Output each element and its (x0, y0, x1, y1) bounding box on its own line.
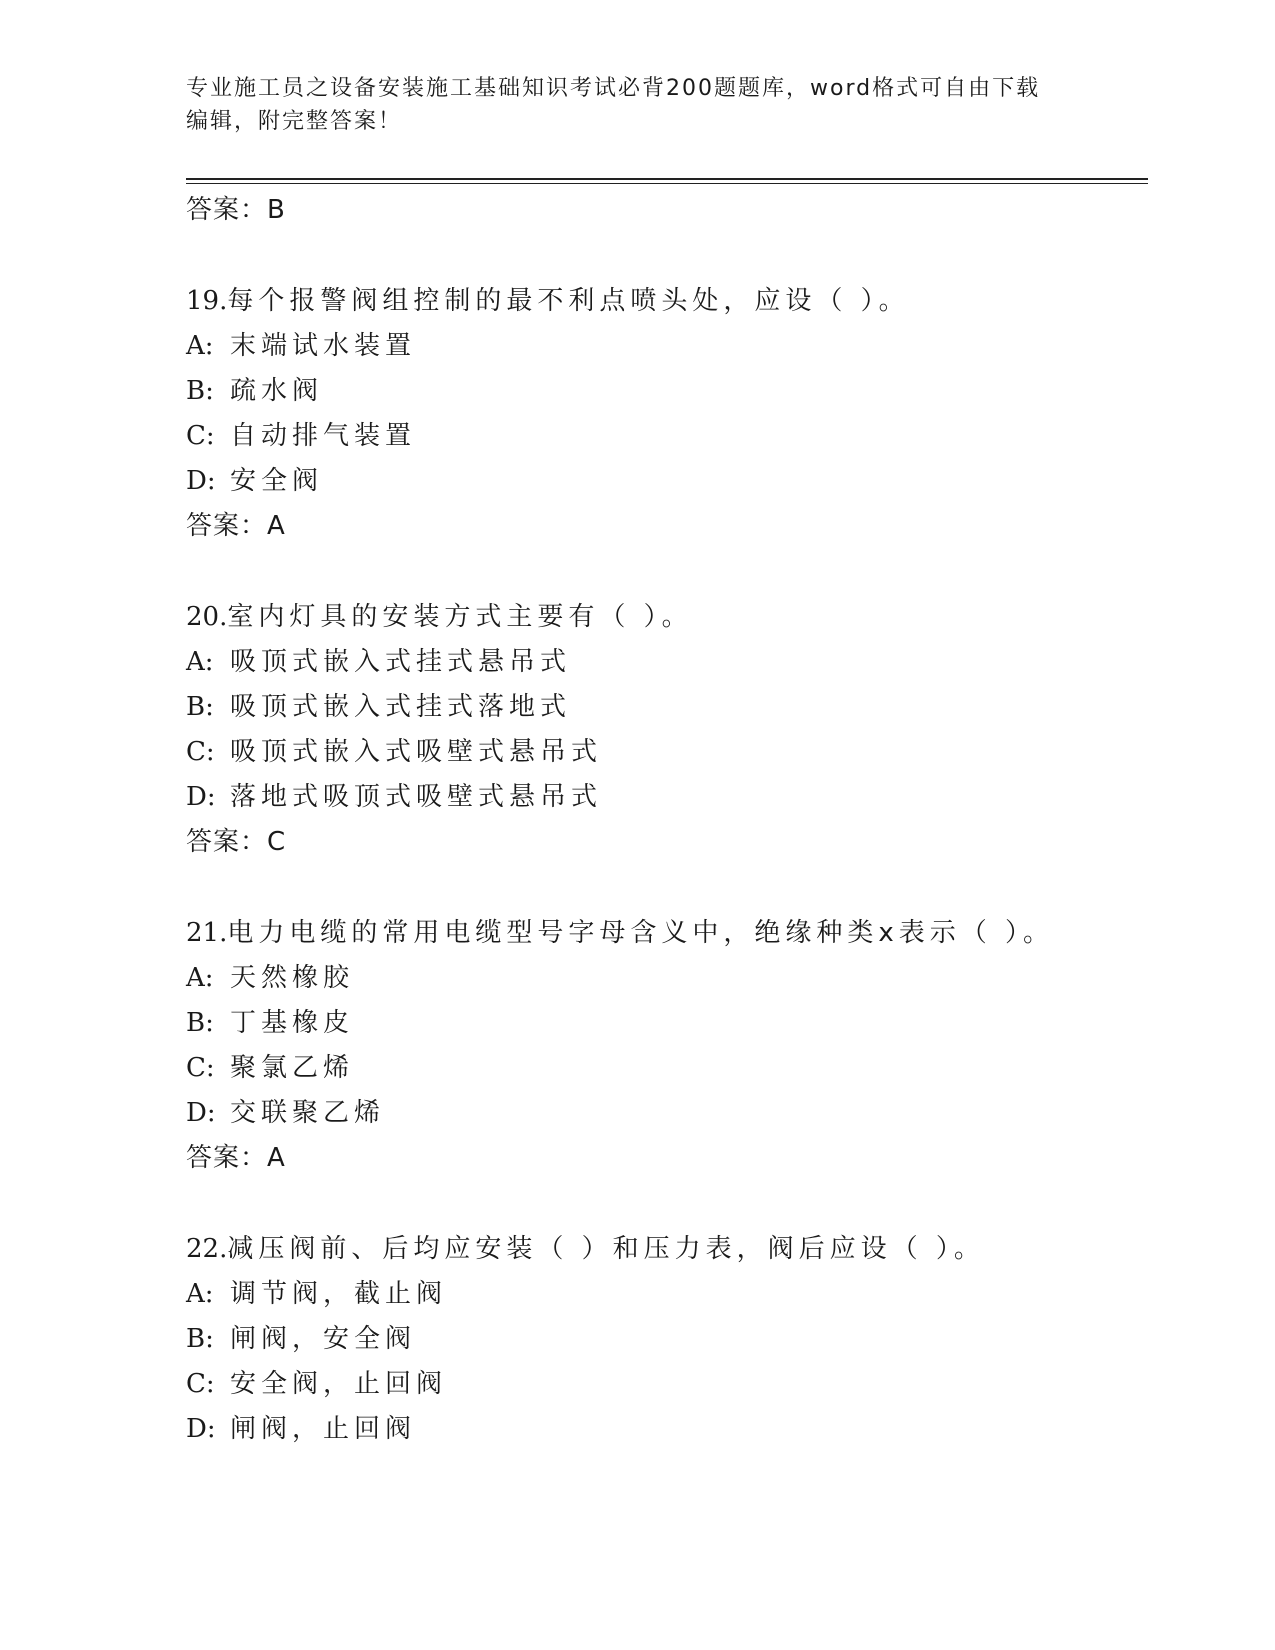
option-letter: B: (186, 1008, 214, 1038)
spacer (186, 549, 1146, 595)
option-text: 聚氯乙烯 (230, 1053, 355, 1083)
option-c (186, 1046, 1146, 1091)
question-text: 减压阀前、后均应安装（ ）和压力表，阀后应设（ ）。 (227, 1234, 985, 1264)
option-b (186, 685, 1146, 730)
answer-line: 答案：C (186, 827, 287, 857)
option-letter: D: (186, 1098, 216, 1128)
option-c (186, 1362, 1146, 1407)
question-20 (186, 595, 1146, 865)
option-d (186, 1091, 1146, 1136)
header-divider-thick (186, 178, 1148, 180)
question-number: 20. (186, 602, 228, 632)
question-text: 每个报警阀组控制的最不利点喷头处，应设（ ）。 (227, 286, 910, 316)
option-text: 安全阀，止回阀 (230, 1369, 448, 1399)
option-letter: A: (186, 1279, 214, 1309)
option-text: 丁基橡皮 (230, 1008, 355, 1038)
question-21 (186, 911, 1146, 1181)
question-stem (186, 279, 1146, 324)
option-d (186, 1407, 1146, 1452)
question-number: 19. (186, 286, 228, 316)
option-letter: C: (186, 1053, 215, 1083)
option-text: 自动排气装置 (230, 421, 417, 451)
option-b (186, 369, 1146, 414)
spacer (186, 1181, 1146, 1227)
option-d (186, 459, 1146, 504)
spacer (186, 865, 1146, 911)
option-text: 调节阀，截止阀 (230, 1279, 448, 1309)
option-letter: B: (186, 1324, 214, 1354)
previous-answer: 答案：B (186, 195, 286, 225)
question-text: 室内灯具的安装方式主要有（ ）。 (227, 602, 693, 632)
question-19 (186, 279, 1146, 549)
question-list (186, 188, 1146, 1452)
option-text: 吸顶式嵌入式挂式悬吊式 (230, 647, 572, 677)
option-letter: A: (186, 647, 214, 677)
option-letter: B: (186, 376, 214, 406)
option-text: 天然橡胶 (230, 963, 355, 993)
option-b (186, 1001, 1146, 1046)
spacer (186, 233, 1146, 279)
header-divider-thin (186, 183, 1148, 184)
header-line-1: 专业施工员之设备安装施工基础知识考试必背200题题库，word格式可自由下载 (186, 76, 1041, 101)
option-text: 吸顶式嵌入式挂式落地式 (230, 692, 572, 722)
option-a (186, 640, 1146, 685)
option-letter: C: (186, 421, 215, 451)
option-a (186, 324, 1146, 369)
option-a (186, 956, 1146, 1001)
option-letter: A: (186, 963, 214, 993)
option-d (186, 775, 1146, 820)
header-line-2: 编辑，附完整答案！ (186, 109, 403, 134)
option-text: 安全阀 (230, 466, 324, 496)
question-number: 22. (186, 1234, 228, 1264)
question-stem (186, 911, 1146, 956)
answer-line: 答案：A (186, 1143, 286, 1173)
option-text: 闸阀，安全阀 (230, 1324, 417, 1354)
option-letter: B: (186, 692, 214, 722)
question-stem (186, 1227, 1146, 1272)
option-text: 闸阀，止回阀 (230, 1414, 417, 1444)
option-letter: C: (186, 1369, 215, 1399)
option-letter: D: (186, 782, 216, 812)
option-letter: A: (186, 331, 214, 361)
option-letter: C: (186, 737, 215, 767)
option-text: 末端试水装置 (230, 331, 417, 361)
option-text: 落地式吸顶式吸壁式悬吊式 (230, 782, 603, 812)
answer-line: 答案：A (186, 511, 286, 541)
option-text: 交联聚乙烯 (230, 1098, 386, 1128)
question-text: 电力电缆的常用电缆型号字母含义中，绝缘种类x表示（ ）。 (227, 918, 1055, 948)
question-number: 21. (186, 918, 228, 948)
question-stem (186, 595, 1146, 640)
option-c (186, 730, 1146, 775)
question-22 (186, 1227, 1146, 1452)
option-letter: D: (186, 1414, 216, 1444)
document-header (186, 72, 1066, 138)
option-text: 吸顶式嵌入式吸壁式悬吊式 (230, 737, 603, 767)
option-letter: D: (186, 466, 216, 496)
option-a (186, 1272, 1146, 1317)
option-b (186, 1317, 1146, 1362)
option-c (186, 414, 1146, 459)
option-text: 疏水阀 (230, 376, 324, 406)
